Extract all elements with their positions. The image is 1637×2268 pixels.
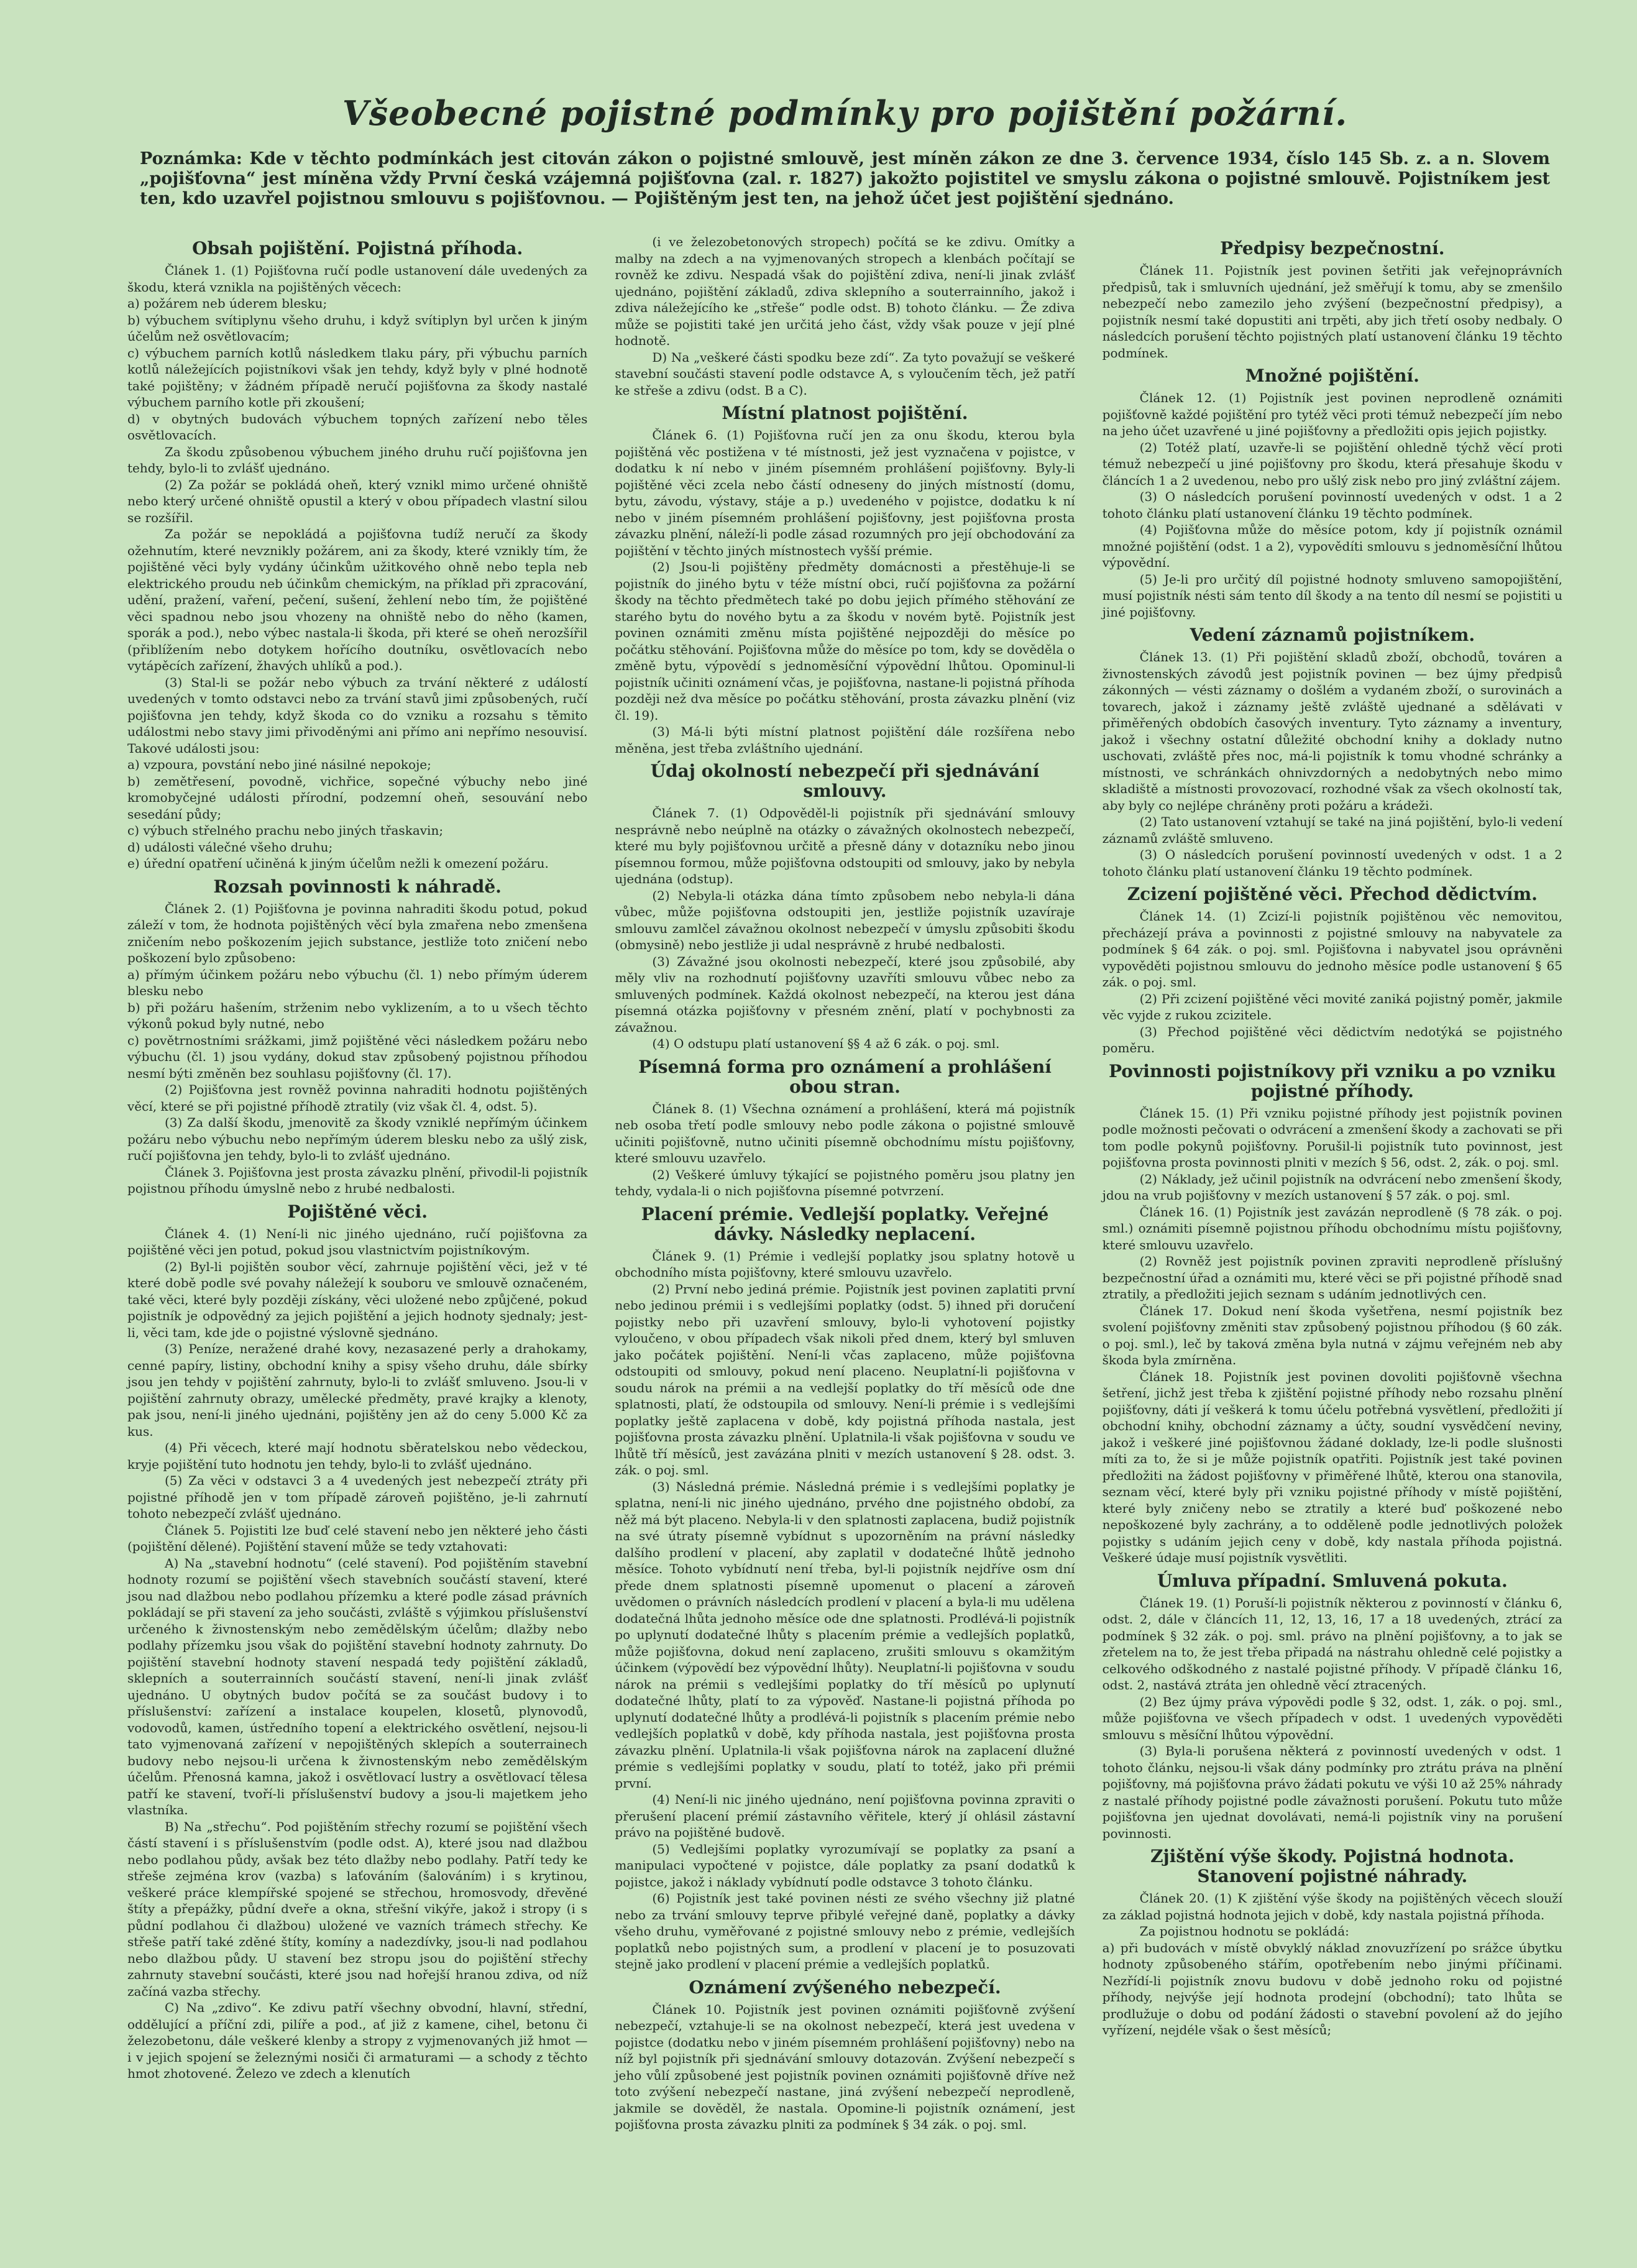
section-heading: Oznámení zvýšeného nebezpečí. [689,1976,1001,1998]
section-heading: Obsah pojištění. Pojistná příhoda. [192,238,523,259]
paragraph: (3) Závažné jsou okolnosti nebezpečí, které jsou způsobilé, aby měly vliv na rozhodnutí pojišťovny uzavříti smlouvu vůbec nebo za smluvených podmínek. Každá okolnost nebezpečí, na kterou jest dána písemná otázka pojišťovny v přesném znění, platí v pochybnosti za závažnou. [615,953,1075,1035]
list-item: b) výbuchem svítiplynu všeho druhu, i když svítiplyn byl určen k jiným účelům než osvětlovacím; [127,312,588,344]
paragraph: (2) Náklady, jež učinil pojistník na odvrácení nebo zmenšení škody, jdou na vrub pojišťovny v mezích ustanovení § 57 zák. o poj. sml. [1102,1171,1562,1203]
section-heading: Pojištěné věci. [287,1201,428,1222]
paragraph: Článek 14. (1) Zcizí-li pojistník pojištěnou věc nemovitou, přecházejí práva a povinnosti z pojistné smlouvy na nabyvatele za podmínek § 64 zák. o poj. sml. Pojišťovna i nabyvatel jsou oprávněni vypověděti pojistnou smlouvu do jednoho měsíce podle ustanovení § 65 zák. o poj. sml. [1102,909,1562,989]
section-heading: Placení prémie. Vedlejší poplatky. Veřejné dávky. Následky neplacení. [641,1203,1049,1244]
section-heading: Zcizení pojištěné věci. Přechod dědictvím. [1127,884,1538,904]
paragraph: (3) Má-li býti místní platnost pojištění dále rozšířena nebo měněna, jest třeba zvláštního ujednání. [615,724,1075,756]
paragraph: (3) Následná prémie. Následná prémie i s vedlejšími poplatky je splatna, není-li nic jiného ujednáno, prvého dne pojistného období, za něž má být placeno. Nebyla-li v den splatnosti zaplacena, budiž pojistník na své útraty písemně vybídnut s upozorněním na právní následky dalšího prodlení v placení, aby zaplatil v dodatečné lhůtě jednoho měsíce. Tohoto vybídnutí není třeba, byl-li pojistník nejdříve osm dní přede dnem splatnosti písemně upomenut o placení a zároveň uvědomen o právních následcích prodlení v placení a byla-li mu udělena dodatečná lhůta jednoho měsíce ode dne splatnosti. Prodlévá-li pojistník po uplynutí dodatečné lhůty s placením prémie a vedlejších poplatků, může pojišťovna, dokud není zaplaceno, zrušiti smlouvu s okamžitým účinkem (výpovědí bez výpovědní lhůty). Neuplatní-li pojišťovna v soudu nárok na prémii s vedlejšími poplatky do tří měsíců po uplynutí dodatečné lhůty, platí to za výpověď. Nastane-li pojistná příhoda po uplynutí dodatečné lhůty a prodlévá-li pojistník s placením prémie nebo vedlejších poplatků v době, kdy příhoda nastala, jest pojišťovna prosta závazku plnění. Uplatnila-li však pojišťovna nárok na zaplacení dlužné prémie s vedlejšími poplatky v soudu, platí to totéž, jako při prémii první. [615,1479,1075,1791]
paragraph: Článek 2. (1) Pojišťovna je povinna nahraditi škodu potud, pokud záleží v tom, že hodnota pojištěných věcí byla zmařena nebo zmenšena zničením nebo poškozením jejich substance, jestliže toto zničení nebo poškození bylo způsobeno: [127,901,588,965]
paragraph: Článek 9. (1) Prémie i vedlejší poplatky jsou splatny hotově u obchodního místa pojišťovny, které smlouvu uzavřelo. [615,1248,1075,1280]
paragraph: (5) Je-li pro určitý díl pojistné hodnoty smluveno samopojištění, musí pojistník nésti sám tento díl škody a na tento díl nesmí se pojistiti u jiné pojišťovny. [1102,571,1562,620]
list-item: e) úřední opatření učiněná k jiným účelům nežli k omezení požáru. [127,856,549,871]
list-item: a) vzpoura, povstání nebo jiné násilné nepokoje; [127,757,431,772]
paragraph: (5) Vedlejšími poplatky vyrozumívají se poplatky za psaní a manipulaci vypočtené v pojistce, dále poplatky za psaní dodatků k pojistce, jakož i náklady vybídnutí podle odstavce 3 tohoto článku. [615,1841,1075,1889]
list-item: c) povětrnostními srážkami, jimž pojištěné věci následkem požáru nebo výbuchu (čl. 1) jsou vydány, dokud stav způsobený pojistnou příhodou nesmí býti změněn bez souhlasu pojišťovny (čl. 17). [127,1032,588,1081]
paragraph: Článek 8. (1) Všechna oznámení a prohlášení, která má pojistník neb osoba třetí podle smlouvy nebo podle zákona o pojistné smlouvě učiniti pojišťovně, nutno učiniti písemně obchodnímu místu pojišťovny, které smlouvu uzavřelo. [615,1101,1075,1165]
list-item: b) při požáru hašením, strženim nebo vyklizením, a to u všech těchto výkonů pokud byly nutné, nebo [127,999,588,1031]
paragraph: Článek 17. Dokud není škoda vyšetřena, nesmí pojistník bez svolení pojišťovny změniti stav způsobený pojistnou příhodou (§ 60 zák. o poj. sml.), leč by taková změna byla nutná v zájmu veřejném neb aby škoda byla zmírněna. [1102,1303,1562,1367]
paragraph: (2) Veškeré úmluvy týkající se pojistného poměru jsou platny jen tehdy, vydala-li o nich pojišťovna písemné potvrzení. [615,1167,1075,1198]
column-left [127,234,587,2082]
paragraph: Článek 7. (1) Odpověděl-li pojistník při sjednávání smlouvy nesprávně nebo neúplně na otázky o závažných okolnostech nebezpečí, které mu byly pojišťovnou určitě a přesně dány v dotazníku nebo jinou písemnou formou, může pojišťovna odstoupiti od smlouvy, jako by nebyla ujednána (odstup). [615,806,1075,886]
paragraph: Článek 5. Pojistiti lze buď celé stavení nebo jen některé jeho části (pojištění dělené). Pojištění stavení může se tedy vztahovati: [127,1522,588,1554]
column-right [1103,234,1562,2039]
section-heading: Písemná forma pro oznámení a prohlášení obou stran. [638,1056,1052,1097]
paragraph: Za škodu způsobenou výbuchem jiného druhu ručí pojišťovna jen tehdy, bylo-li to zvlášť ujednáno. [127,444,588,475]
paragraph: (2) Byl-li pojištěn soubor věcí, zahrnuje pojištění věci, jež v té které době podle své povahy náležejí k souboru ve smlouvě označeném, také věci, které byly později získány, věci uložené nebo způjčené, pokud pojistník je odpovědný za jejich pojištění a jejich hodnoty sjednaly; jest-li, věci tam, kde jde o pojistné výslovně sjednáno. [127,1259,588,1340]
paragraph: (2) Nebyla-li otázka dána tímto způsobem nebo nebyla-li dána vůbec, může pojišťovna odstoupiti jen, jestliže pojistník uzavíraje smlouvu zamlčel závažnou okolnost nebezpečí v úmyslu způsobiti škodu (obmysině) nebo jestliže ji udal nesprávně z hrubé nedbalosti. [615,888,1075,952]
section-heading: Povinnosti pojistníkovy při vzniku a po vzniku pojistné příhody. [1109,1060,1556,1101]
section-heading: Místní platnost pojištění. [722,403,968,423]
paragraph: (5) Za věci v odstavci 3 a 4 uvedených jest nebezpečí ztráty při pojistné příhodě jen v tom případě zároveň pojištěno, je-li zahrnutí tohoto nebezpečí zvlášť ujednáno. [127,1473,588,1521]
paragraph: A) Na „stavební hodnotu“ (celé stavení). Pod pojištěním stavební hodnoty rozumí se pojištění všech stavebních součástí stavení, které jsou nad dlažbou nebo podlahou přízemku a které podle zásad právních pokládají se při stavení za jeho součásti, zvláště s výjimkou příslušenství určeného k živnostenským nebo zemědělským účelům; dlažby nebo podlahy přízemku jsou však do pojištění stavební hodnoty zahrnuty. Do pojištění stavební hodnoty stavení nespadá tedy pojištění základů, sklepních a souterrainních součástí stavení, není-li jinak zvlášť ujednáno. U obytných budov počítá se za součást budovy i to příslušenství: zařízení a instalace koupelen, klosetů, plynovodů, vodovodů, kamen, ústředního topení a elektrického osvětlení, nejsou-li tato vyjmenovaná zařízení v nepojištěných sklepích a souterrainech budovy nebo nejsou-li určena k živnostenským nebo zemědělským účelům. Přenosná kamna, jakož i osvětlovací lustry a osvětlovací tělesa patří ke stavení, tvoří-li příslušenství budovy a jsou-li majetkem jeho vlastníka. [127,1555,588,1817]
paragraph: Článek 18. Pojistník jest povinen dovoliti pojišťovně všechna šetření, jichž jest třeba k zjištění pojistné příhody nebo rozsahu plnění pojišťovny, dáti jí veškerá k tomu účelu potřebná vysvětlení, předložiti jí obchodní knihy, obchodní záznamy a účty, soudní vysvědčení neviny, jakož i veškeré jiné pojišťovnou žádané doklady, lze-li podle slušnosti míti za to, že si je může pojistník opatřiti. Pojistník jest také povinen předložiti na žádost pojišťovny v přiměřené lhůtě, kterou ona stanovila, seznam věcí, které byly při vzniku pojistné příhody v místě pojištění, které byly zničeny nebo se ztratily a které buď poškozené nebo nepoškozené byly zachrány, a to odděleně podle jednotlivých položek pojistky s udáním jejich ceny v době, kdy nastala příhoda pojistná. Veškeré údaje musí pojistník vysvětliti. [1102,1369,1562,1565]
paragraph: Článek 19. (1) Poruší-li pojistník některou z povinností v článku 6, odst. 2, dále v článcích 11, 12, 13, 16, 17 a 18 uvedených, ztrácí za podmínek § 32 zák. o poj. sml. právo na plnění pojišťovny, a to jak se zřetelem na to, že jest třeba připadá na nástrahu ohledně celé pojistky a celkového odškodného z nastalé pojistné příhody. V případě článku 16, odst. 2, nastává ztráta jen ohledně věcí ztracených. [1102,1595,1562,1692]
paragraph: (3) O následcích porušení povinností uvedených v odst. 1 a 2 tohoto článku platí ustanovení článku 19 těchto podmínek. [1102,847,1562,879]
list-item: d) v obytných budovách výbuchem topných zařízení nebo těles osvětlovacích. [127,411,588,443]
paragraph: Článek 10. Pojistník jest povinen oznámiti pojišťovně zvýšení nebezpečí, vztahuje-li se na okolnost nebezpečí, která jest uvedena v pojistce (dodatku nebo v jiném písemném prohlášení pojišťovny) nebo na níž byl pojistník při sjednávání smlouvy dotazován. Zvýšení nebezpečí s jeho vůlí způsobené jest pojistník povinen oznámiti pojišťovně dříve než toto zvýšení nebezpečí nastane, jiná zvýšení nebezpečí neprodleně, jakmile se dověděl, že nastala. Opomine-li pojistník oznámení, jest pojišťovna prosta závazku plniti za podmínek § 34 zák. o poj. sml. [615,2001,1075,2132]
paragraph: (3) Byla-li porušena některá z povinností uvedených v odst. 1 tohoto článku, nejsou-li však dány podmínky pro ztrátu práva na plnění pojišťovny, má pojišťovna právo žádati pokutu ve výši 10 až 25% náhrady z nastalé příhody pojistné podle závažnosti porušení. Pokutu tuto může pojišťovna jen ujednat dovolávati, nemá-li pojistník viny na porušení povinnosti. [1102,1743,1562,1841]
paragraph: Článek 20. (1) K zjištění výše škody na pojištěných věcech slouží za základ pojistná hodnota jejich v době, kdy nastala pojistná příhoda. [1102,1891,1562,1922]
paragraph: (2) Totéž platí, uzavře-li se pojištění ohledně týchž věcí proti témuž nebezpečí u jiné pojišťovny pro škodu, která přesahuje škodu v článcích 1 a 2 uvedenou, nebo pro ušlý zisk nebo pro jiný zvláštní zájem. [1102,439,1562,488]
list-item: c) výbuch střelného prachu nebo jiných třaskavin; [127,823,444,838]
text-columns [127,234,1562,2133]
paragraph: (6) Pojistník jest také povinen nésti ze svého všechny již platné nebo za trvání smlouvy teprve přibylé veřejné daně, poplatky a dávky všeho druhu, vyměřované z pojistné smlouvy nebo z prémie, vedlejších poplatků nebo pojistných sum, a prodlení v placení je to posuzovati stejně jako prodlení v placení prémie a vedlejších poplatků. [615,1891,1075,1972]
paragraph: Článek 13. (1) Při pojištění skladů zboží, obchodů, továren a živnostenských závodů jest pojistník povinen — bez újmy předpisů zákonných — vésti záznamy o došlém a vydaném zboží, o surovinách a tovarech, jakož i záznamy ještě zvláště ujednané a sdělávati v přiměřených obdobích časových inventury. Tyto záznamy a inventury, jakož i všechny ostatní důležité obchodní knihy a doklady nutno uschovati, zvláště přes noc, má-li pojistník k tomu vhodné schránky a místnosti, ve schránkách ohnivzdorných a nedobytných nebo mimo skladiště a místnosti provozovací, rozhodné však za všech okolností tak, aby byly co nejlépe chráněny proti požáru a krádeži. [1102,650,1562,813]
paragraph: (4) Při věcech, které mají hodnotu sběratelskou nebo vědeckou, kryje pojištění tuto hodnotu jen tehdy, bylo-li to zvlášť ujednáno. [127,1440,588,1472]
section-heading: Množné pojištění. [1245,365,1419,386]
paragraph: Článek 12. (1) Pojistník jest povinen neprodleně oznámiti pojišťovně každé pojištění pro tytéž věci proti témuž nebezpečí jím nebo na jeho účet uzavřené u jiné pojišťovny a předložiti opis jejich pojistky. [1102,390,1562,438]
list-item: d) události válečné všeho druhu; [127,839,333,855]
document-title: Všeobecné pojistné podmínky pro pojištění požární. [342,93,1348,133]
paragraph: (4) O odstupu platí ustanovení §§ 4 až 6 zák. o poj. sml. [652,1036,1000,1051]
paragraph: (4) Není-li nic jiného ujednáno, není pojišťovna povinna zpraviti o přerušení placení prémií zástavního věřitele, který jí ohlásil zástavní právo na pojištěné budově. [615,1792,1075,1840]
paragraph: Článek 16. (1) Pojistník jest zavázán neprodleně (§ 78 zák. o poj. sml.) oznámiti písemně pojistnou příhodu obchodnímu místu pojišťovny, které smlouvu uzavřelo. [1102,1204,1562,1252]
paragraph: (2) Jsou-li pojištěny předměty domácnosti a přestěhuje-li se pojistník do jiného bytu v téže místní obci, ručí pojišťovna za požární škody na těchto předmětech také po dobu jejich přímého stěhování ze starého bytu do nového bytu a za škodu v novém bytě. Pojistník jest povinen oznámiti změnu místa pojištěné nejpozději do měsíce po počátku stěhování. Pojišťovna může do měsíce po tom, kdy se dověděla o změně bytu, výpovědí s jednoměsíční výpovědní lhůtou. Opominul-li pojistník učiniti oznámení včas, je pojišťovna, nastane-li pojistná příhoda později než dva měsíce po počátku stěhování, prosta závazku plnění (viz čl. 19). [615,559,1075,723]
paragraph: Článek 6. (1) Pojišťovna ručí jen za onu škodu, kterou byla pojištěná věc postižena v té místnosti, jež jest vyznačena v pojistce, v dodatku k ní nebo v jiném písemném prohlášení pojišťovny. Byly-li pojištěné věci zcela nebo částí odneseny do jiných místností (domu, bytu, závodu, výstavy, stáje a p.) uvedeného v pojistce, dodatku k ní nebo v jiném písemném prohlášení pojišťovny, jest pojišťovna prosta závazku plnění, náleží-li podle zásad rozumných pro její obchodování za pojištění v těchto jiných místnostech vyšší prémie. [615,428,1075,558]
paragraph: Článek 15. (1) Při vzniku pojistné příhody jest pojistník povinen podle možnosti pečovati o odvrácení a zmenšení škody a zachovati se při tom podle pokynů pojišťovny. Porušil-li pojistník tuto povinnost, jest pojišťovna prosta povinnosti plniti v mezích § 56, odst. 2, zák. o poj. sml. [1102,1105,1562,1170]
paragraph: (3) Za další škodu, jmenovitě za škody vzniklé nepřímým účinkem požáru nebo výbuchu nebo nepřímým úderem blesku nebo za ušlý zisk, ručí pojišťovna jen tehdy, bylo-li to zvlášť ujednáno. [127,1115,588,1163]
paragraph: Za požár se nepokládá a pojišťovna tudíž neručí za škody ožehnutím, které nevznikly požárem, ani za škody, které vznikly tím, že pojištěné věci byly vydány účinkům užitkového ohně nebo tepla neb elektrického proudu neb účinkům chemickým, na příklad při zpracování, udění, pražení, vaření, pečení, sušení, žehlení nebo tím, že pojištěné věci spadnou nebo jsou vhozeny na ohniště nebo do něho (kamen, sporák a pod.), nebo výbec nastala-li škoda, při které se oheň nerozšířil (přiblížením nebo dotykem hořícího doutníku, osvětlovacích nebo vytápěcích zařízení, žhavých uhlíků a pod.). [127,526,588,673]
list-item: b) zemětřesení, povodně, vichřice, sopečné výbuchy nebo jiné kromobyčejné události přírodní, podzemní oheň, sesouvání nebo sesedání půdy; [127,773,588,822]
section-heading: Vedení záznamů pojistníkem. [1190,625,1475,645]
paragraph: Článek 3. Pojišťovna jest prosta závazku plnění, přivodil-li pojistník pojistnou příhodu úmyslně nebo z hrubé nedbalosti. [127,1164,588,1196]
paragraph: (2) První nebo jediná prémie. Pojistník jest povinen zaplatiti první nebo jedinou prémii i s vedlejšími poplatky (odst. 5) ihned při doručení pojistky nebo při uzavření smlouvy, bylo-li vyhotovení pojistky vyloučeno, v obou případech však nikoli před dnem, který byl smluven jako počátek pojištění. Není-li včas zaplaceno, může pojišťovna odstoupiti od smlouvy, pokud není placeno. Neuplatní-li pojišťovna v soudu nárok na prémii a na vedlejší poplatky do tří měsíců ode dne splatnosti, platí, že odstoupila od smlouvy. Není-li prémie i s vedlejšími poplatky ještě zaplacena v době, kdy pojistná příhoda nastala, jest pojišťovna prosta závazku plnění. Uplatnila-li však pojišťovna v soudu ve lhůtě tří měsíců, jest zavázána plniti v mezích ustanovení § 28. odst. 3. zák. o poj. sml. [615,1281,1075,1477]
list-item: a) požárem neb úderem blesku; [127,296,328,311]
section-heading: Předpisy bezpečnostní. [1220,238,1445,259]
list-item: a) přímým účinkem požáru nebo výbuchu (čl. 1) nebo přímým úderem blesku nebo [127,966,588,998]
paragraph: Článek 1. (1) Pojišťovna ručí podle ustanovení dále uvedených za škodu, která vznikla na pojištěných věcech: [127,263,588,295]
paragraph: (2) Tato ustanovení vztahují se také na jiná pojištění, bylo-li vedení záznamů zvláště smluveno. [1102,814,1562,846]
preliminary-note: Poznámka: Kde v těchto podmínkách jest citován zákon o pojistné smlouvě, jest míněn zákon ze dne 3. července 1934, číslo 145 Sb. z. a n. Slovem „pojišťovna“ jest míněna vždy První česká vzájemná pojišťovna (zal. r. 1827) jakožto pojistitel ve smyslu zákona o pojistné smlouvě. Pojistníkem jest ten, kdo uzavřel pojistnou smlouvu s pojišťovnou. — Pojištěným jest ten, na jehož účet jest pojištění sjednáno. [140,149,1550,208]
paragraph: (3) Peníze, neražené drahé kovy, nezasazené perly a drahokamy, cenné papíry, listiny, obchodní knihy a spisy všeho druhu, dále sbírky jsou jen tehdy v pojištění zahrnuty, bylo-li to zvlášť smluveno. Jsou-li v pojištění zahrnuty obrazy, umělecké předměty, pravé krajky a klenoty, pak jsou, není-li jiného ujednáni, pojištěny jen až do ceny 5.000 Kč za kus. [127,1341,588,1439]
section-heading: Rozsah povinnosti k náhradě. [213,876,502,897]
paragraph: (2) Bez újmy práva výpovědi podle § 32, odst. 1, zák. o poj. sml., může pojišťovna ve všech případech v odst. 1 uvedených vypověděti smlouvu s měsíční lhůtou výpovědní. [1102,1694,1562,1742]
paragraph: Za pojistnou hodnotu se pokládá: [1139,1924,1349,1939]
paragraph: (3) Stal-li se požár nebo výbuch za trvání některé z událostí uvedených v tomto odstavci nebo za trvání stavů jimi způsobených, ručí pojišťovna jen tehdy, když škoda co do vzniku a rozsahu s těmito událostmi nebo stavy jimi přivoděnými ani přímo ani nepřímo nesouvisí. Takové události jsou: [127,674,588,756]
paragraph: Článek 4. (1) Není-li nic jiného ujednáno, ručí pojišťovna za pojištěné věci jen potud, pokud jsou vlastnictvím pojistníkovým. [127,1226,588,1257]
section-heading: Úmluva případní. Smluvená pokuta. [1157,1570,1508,1591]
list-item: a) při budovách v místě obvyklý náklad znovuzřízení po srážce úbytku hodnoty způsobeného stářím, opotřebením nebo jinými příčinami. Nezřídí-li pojistník znovu budovu v době jednoho roku od pojistné příhody, nejvýše její hodnota prodejní (obchodní); tato lhůta se prodlužuje o dobu od podání žádosti o stavební povolení až do jejího vyřízení, nejdéle však o šest měsíců; [1102,1940,1562,2037]
paragraph: (2) Rovněž jest pojistník povinen zpraviti neprodleně příslušný bezpečnostní úřad a oznámiti mu, které věci se při pojistné příhodě snad ztratily, a předložiti jejich seznam s udáním jednotlivých cen. [1102,1254,1562,1302]
paragraph: (3) Přechod pojištěné věci dědictvím nedotýká se pojistného poměru. [1102,1024,1562,1055]
paragraph: (2) Pojišťovna jest rovněž povinna nahraditi hodnotu pojištěných věcí, které se při pojistné příhodě ztratily (viz však čl. 4, odst. 5). [127,1082,588,1114]
column-middle [615,234,1075,2133]
paragraph: (2) Za požár se pokládá oheň, který vznikl mimo určené ohniště nebo který určené ohniště opustil a který v obou případech vlastní silou se rozšířil. [127,477,588,525]
list-item: c) výbuchem parních kotlů následkem tlaku páry, při výbuchu parních kotlů náležejících pojistníkovi však jen tehdy, když byly v plné hodnotě také pojištěny; v žádném případě neručí pojišťovna za škody nastalé výbuchem parního kotle při zkoušení; [127,345,588,410]
paragraph: C) Na „zdivo“. Ke zdivu patří všechny obvodní, hlavní, střední, oddělující a příční zdi, pilíře a pod., ať již z kamene, cihel, betonu či železobetonu, dále veškeré klenby a stropy z vyjmenovaných již hmot — i v jejich spojení se železnými nosiči či armaturami — a schody z těchto hmot zhotovené. Železo ve zdech a klenutích [127,2000,588,2081]
paragraph: (4) Pojišťovna může do měsíce potom, kdy jí pojistník oznámil množné pojištění (odst. 1 a 2), vypovědíti smlouvu s jednoměsíční lhůtou výpovědní. [1102,522,1562,570]
section-heading: Údaj okolností nebezpečí při sjednávání smlouvy. [650,761,1040,801]
paragraph: (2) Při zcizení pojištěné věci movité zaniká pojistný poměr, jakmile věc vyjde z rukou zcizitele. [1102,991,1562,1022]
section-heading: Zjištění výše škody. Pojistná hodnota. Stanovení pojistné náhrady. [1150,1846,1515,1886]
paragraph: D) Na „veškeré části spodku beze zdí“. Za tyto považují se veškeré stavební součásti stavení podle odstavce A, s vyloučením těch, jež patří ke střeše a zdivu (odst. B a C). [615,349,1075,398]
paragraph: Článek 11. Pojistník jest povinen šetřiti jak veřejnoprávních předpisů, tak i smluvních ujednání, jež směřují k tomu, aby se zmenšilo nebezpečí nebo zamezilo jeho zvýšení (bezpečnostní předpisy), a pojistník nesmí také dopustiti ani trpěti, aby jich třetí osoby nedbaly. O následcích porušení těchto pojistných platí ustanovení článku 19 těchto podmínek. [1102,263,1562,360]
paragraph: B) Na „střechu“. Pod pojištěním střechy rozumí se pojištění všech částí stavení i s příslušenstvím (podle odst. A), které jsou nad dlažbou nebo podlahou půdy, avšak bez této dlažby nebo podlahy. Patří tedy ke střeše zejména krov (vazba) s laťováním (šalováním) i s krytinou, veškeré práce klempířské spojené se střechou, hromosvody, dřevěné štíty a přepážky, půdní dveře a okna, střešní vikýře, jakož i stropy (i s půdní podlahou či dlažbou) uložené ve vazních trámech střechy. Ke střeše patří také zděné štíty, komíny a nadezdívky, jsou-li nad podlahou nebo dlažbou půdy. U stavení bez stropu jsou do pojištění střechy zahrnuty stavební součásti, které jsou nad hořejší hranou zdiva, od níž začíná vazba střechy. [127,1819,588,1999]
paragraph: (i ve železobetonových stropech) počítá se ke zdivu. Omítky a malby na zdech a na vyjmenovaných stropech a klenbách počítají se rovněž ke zdivu. Nespadá však do pojištění zdiva, není-li jinak zvlášť ujednáno, pojištění základů, zdiva sklepního a souterrainního, jakož i zdiva náležejícího ke „střeše“ podle odst. B) tohoto článku. — Že zdiva může se pojistiti také jen určitá jeho část, vždy však pouze v její plné hodnotě. [615,234,1075,348]
paragraph: (3) O následcích porušení povinností uvedených v odst. 1 a 2 tohoto článku platí ustanovení článku 19 těchto podmínek. [1102,489,1562,521]
